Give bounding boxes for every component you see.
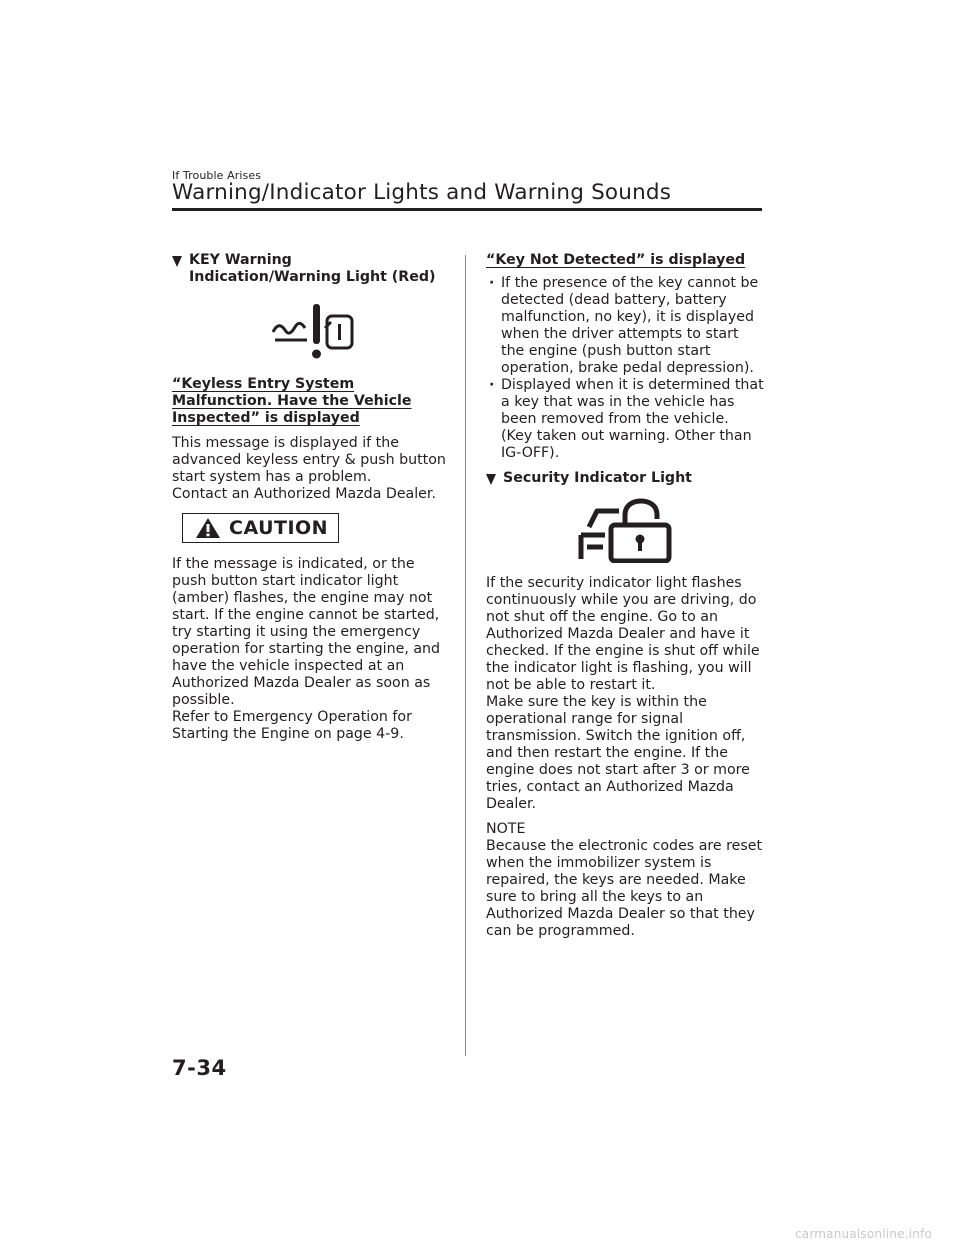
caution-paragraph: Refer to Emergency Operation for Starting the Engine on page 4-9. [172, 709, 412, 742]
page-number: 7-34 [172, 1056, 227, 1080]
page-title: Warning/Indicator Lights and Warning Sounds [172, 180, 672, 205]
column-divider [465, 255, 466, 1056]
caution-box [182, 513, 339, 543]
body-paragraph: If the security indicator light flashes continuously while you are driving, do not shut off the engine. Go to an Authorized Mazda Dealer and have it checked. If the engine is shut off while the indicator light is flashing, you will not be able to restart it. [486, 575, 760, 693]
subheading-key-not-detected: “Key Not Detected” is displayed [486, 252, 746, 268]
list-item: · Displayed when it is determined that a key that was in the vehicle has been removed from the vehicle. (Key taken out warning. Other than IG-OFF). [486, 377, 764, 462]
key-warning-icon-wrap [172, 302, 447, 362]
section-heading-text: Security Indicator Light [503, 470, 692, 486]
list-item: · If the presence of the key cannot be detected (dead battery, battery malfunction, no key), it is displayed when the driver attempts to start the engine (push button start operation, brake pedal depression). [486, 275, 764, 377]
title-rule [172, 208, 762, 211]
note-text: Because the electronic codes are reset when the immobilizer system is repaired, the keys are needed. Make sure to bring all the keys to an Authorized Mazda Dealer so that they can be programmed. [486, 838, 763, 939]
security-indicator-icon-wrap [486, 497, 764, 563]
subheading-keyless-malfunction: “Keyless Entry System Malfunction. Have the Vehicle Inspected” is displayed [172, 376, 412, 426]
bullet-list [486, 275, 764, 462]
body-paragraph: This message is displayed if the advanced keyless entry & push button start system has a problem. [172, 435, 446, 485]
section-heading-security [486, 470, 764, 487]
watermark: carmanualsonline.info [795, 1227, 932, 1241]
triangle-down-icon [486, 474, 496, 485]
right-column [486, 252, 764, 940]
security-indicator-icon [575, 497, 675, 563]
section-heading-text: KEY Warning Indication/Warning Light (Red) [189, 252, 436, 285]
triangle-down-icon [172, 256, 182, 267]
section-heading-key-warning [172, 252, 447, 286]
caution-paragraph: If the message is indicated, or the push button start indicator light (amber) flashes, the engine may not start. If the engine cannot be started, try starting it using the emergency operation for starting the engine, and have the vehicle inspected at an Authorized Mazda Dealer as soon as possible. [172, 556, 441, 708]
body-paragraph: Make sure the key is within the operational range for signal transmission. Switch the ignition off, and then restart the engine. If the engine does not start after 3 or more tries, contact an Authorized Mazda Dealer. [486, 694, 750, 812]
breadcrumb: If Trouble Arises [172, 169, 262, 182]
key-warning-icon [265, 302, 355, 362]
note-label: NOTE [486, 821, 526, 837]
body-paragraph: Contact an Authorized Mazda Dealer. [172, 486, 436, 502]
left-column [172, 252, 447, 743]
caution-triangle-icon [195, 517, 221, 539]
caution-label: CAUTION [229, 516, 329, 539]
